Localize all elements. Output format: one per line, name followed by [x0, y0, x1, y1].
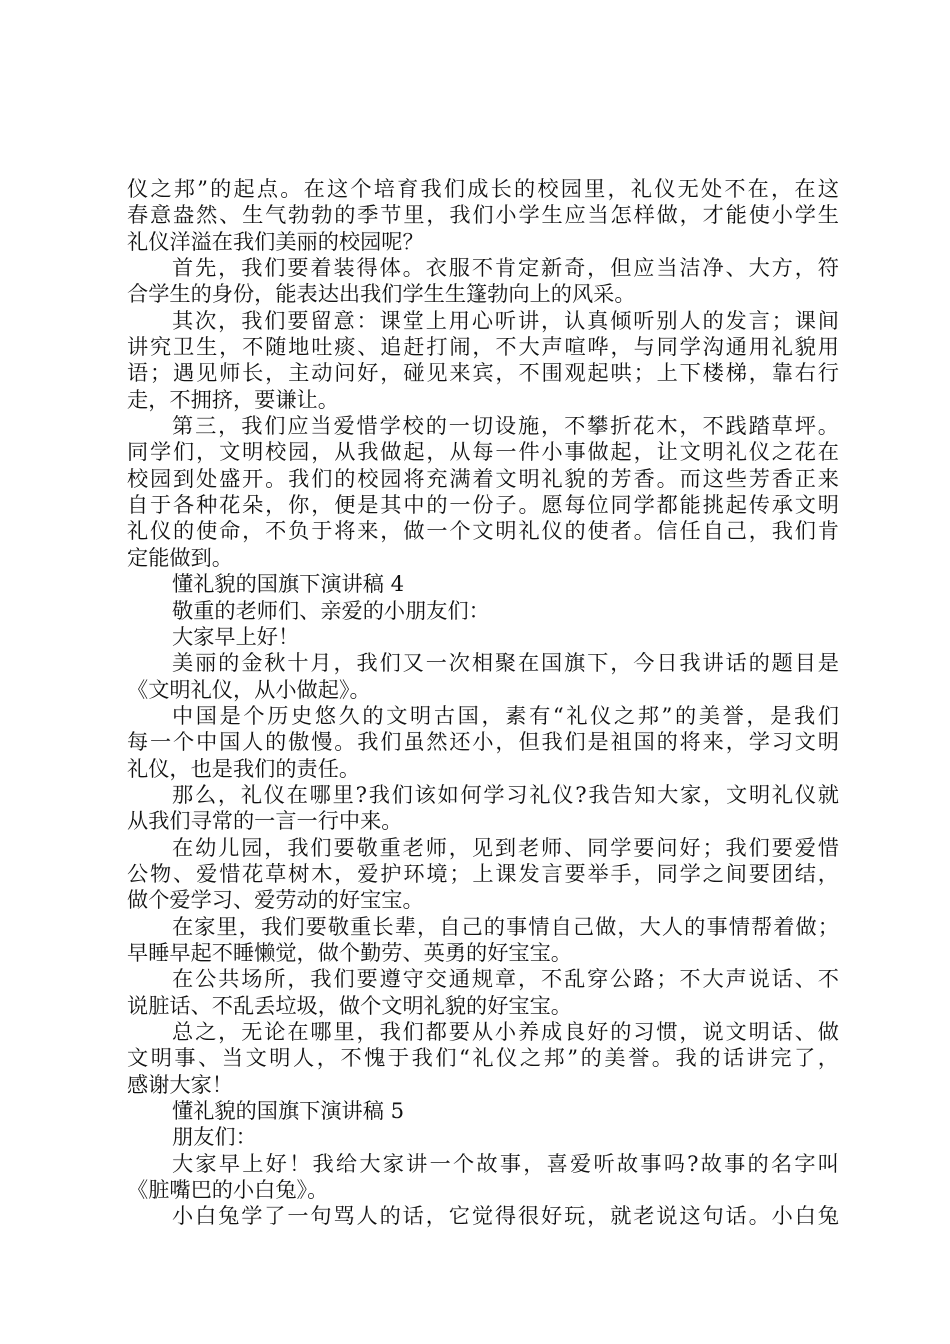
- text-line: 感谢大家！: [127, 1071, 233, 1097]
- text-line: 首先，我们要着装得体。衣服不肯定新奇，但应当洁净、大方，符: [172, 255, 839, 281]
- text-line: 讲究卫生，不随地吐痰、追赶打闹，不大声喧哗，与同学沟通用礼貌用: [127, 334, 839, 360]
- text-line: 《脏嘴巴的小白兔》。: [127, 1177, 329, 1203]
- text-line: 定能做到。: [127, 544, 233, 570]
- text-line: 说脏话、不乱丢垃圾，做个文明礼貌的好宝宝。: [127, 992, 572, 1018]
- text-line: 大家早上好！我给大家讲一个故事，喜爱听故事吗?故事的名字叫: [172, 1150, 839, 1176]
- text-line: 每一个中国人的傲慢。我们虽然还小，但我们是祖国的将来，学习文明: [127, 729, 839, 755]
- text-line: 懂礼貌的国旗下演讲稿 5: [172, 1098, 405, 1124]
- text-line: 同学们，文明校园，从我做起，从每一件小事做起，让文明礼仪之花在: [127, 439, 839, 465]
- text-line: 礼仪洋溢在我们美丽的校园呢？: [127, 228, 424, 254]
- document-page: [127, 176, 839, 1230]
- text-line: 礼仪，也是我们的责任。: [127, 755, 361, 781]
- text-line: 《文明礼仪，从小做起》。: [127, 676, 371, 702]
- text-line: 敬重的老师们、亲爱的小朋友们：: [172, 597, 490, 623]
- text-line: 礼仪的使命，不负于将来，做一个文明礼仪的使者。信任自己，我们肯: [127, 518, 839, 544]
- text-line: 美丽的金秋十月，我们又一次相聚在国旗下，今日我讲话的题目是: [172, 650, 839, 676]
- text-line: 大家早上好！: [172, 623, 300, 649]
- text-line: 从我们寻常的一言一行中来。: [127, 808, 403, 834]
- text-line: 那么，礼仪在哪里?我们该如何学习礼仪?我告知大家，文明礼仪就: [172, 781, 839, 807]
- text-line: 仪之邦”的起点。在这个培育我们成长的校园里，礼仪无处不在，在这: [127, 176, 839, 201]
- text-line: 语；遇见师长，主动问好，碰见来宾，不围观起哄；上下楼梯，靠右行: [127, 360, 839, 386]
- text-line: 朋友们：: [172, 1124, 257, 1150]
- text-line: 合学生的身份，能表达出我们学生生篷勃向上的风采。: [127, 281, 636, 307]
- text-line: 在幼儿园，我们要敬重老师，见到老师、同学要问好；我们要爱惜: [172, 834, 839, 860]
- text-line: 文明事、当文明人，不愧于我们“礼仪之邦”的美誉。我的话讲完了，: [127, 1045, 839, 1071]
- text-line: 做个爱学习、爱劳动的好宝宝。: [127, 887, 424, 913]
- text-line: 公物、爱惜花草树木，爱护环境；上课发言要举手，同学之间要团结，: [127, 860, 839, 886]
- text-line: 春意盎然、生气勃勃的季节里，我们小学生应当怎样做，才能使小学生: [127, 202, 839, 228]
- text-line: 校园到处盛开。我们的校园将充满着文明礼貌的芳香。而这些芳香正来: [127, 465, 839, 491]
- text-line: 总之，无论在哪里，我们都要从小养成良好的习惯，说文明话、做: [172, 1019, 839, 1044]
- text-line: 第三，我们应当爱惜学校的一切设施，不攀折花木，不践踏草坪。: [172, 413, 839, 439]
- text-line: 走，不拥挤，要谦让。: [127, 386, 339, 412]
- text-line: 早睡早起不睡懒觉，做个勤劳、英勇的好宝宝。: [127, 939, 572, 965]
- text-line: 中国是个历史悠久的文明古国，素有“礼仪之邦”的美誉，是我们: [172, 702, 839, 728]
- text-line: 在公共场所，我们要遵守交通规章，不乱穿公路；不大声说话、不: [172, 966, 839, 992]
- text-line: 其次，我们要留意：课堂上用心听讲，认真倾听别人的发言；课间: [172, 307, 839, 333]
- text-line: 自于各种花朵，你，便是其中的一份子。愿每位同学都能挑起传承文明: [127, 492, 839, 518]
- text-line: 在家里，我们要敬重长辈，自己的事情自己做，大人的事情帮着做；: [172, 913, 839, 939]
- text-line: 懂礼貌的国旗下演讲稿 4: [172, 571, 405, 597]
- text-line: 小白兔学了一句骂人的话，它觉得很好玩，就老说这句话。小白兔: [172, 1203, 839, 1229]
